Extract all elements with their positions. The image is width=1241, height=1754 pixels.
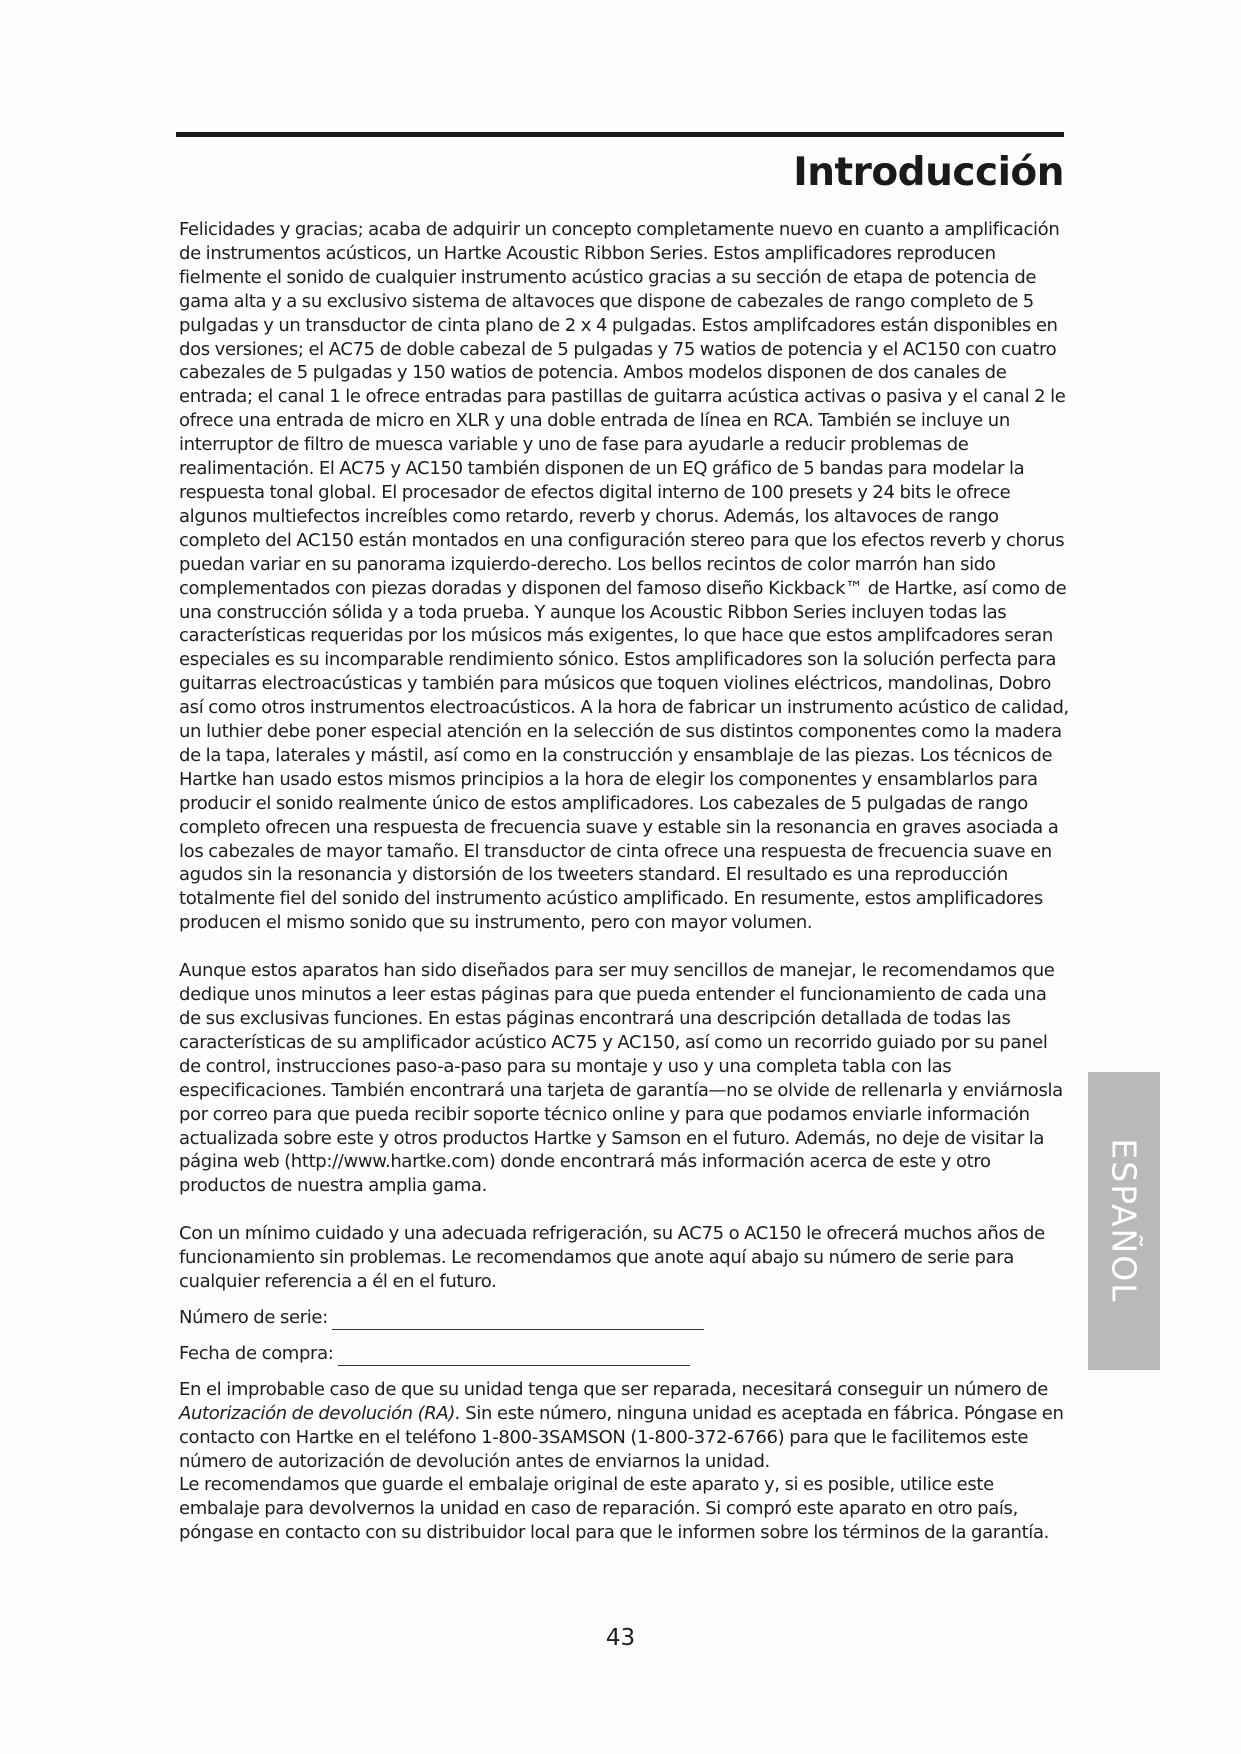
paragraph-repair (179, 1378, 1071, 1474)
purchase-date-field (179, 1342, 1071, 1366)
language-tab (1088, 1072, 1160, 1370)
repair-text-b: Sin este número, ninguna unidad es aceptada en fábrica. Póngase en contacto con Hartke en el teléfono 1-800-3SAMSON (1-800-372-6766) para que le facilitemos este número de autorización de devolución antes de enviarnos la unidad. (179, 1402, 1064, 1472)
paragraph-intro: Felicidades y gracias; acaba de adquirir un concepto completamente nuevo en cuanto a amplificación de instrumentos acústicos, un Hartke Acoustic Ribbon Series. Estos amplificadores reproducen fielmente el sonido de cualquier instrumento acústico gracias a su sección de etapa de potencia de gama alta y a su exclusivo sistema de altavoces que dispone de cabezales de rango completo de 5 pulgadas y un transductor de cinta plano de 2 x 4 pulgadas. Estos amplifcadores están disponibles en dos versiones; el AC75 de doble cabezal de 5 pulgadas y 75 watios de potencia y el AC150 con cuatro cabezales de 5 pulgadas y 150 watios de potencia. Ambos modelos disponen de dos canales de entrada; el canal 1 le ofrece entradas para pastillas de guitarra acústica activas o pasiva y el canal 2 le ofrece una entrada de micro en XLR y una doble entrada de línea en RCA. También se incluye un interruptor de filtro de muesca variable y uno de fase para ayudarle a reducir problemas de realimentación. El AC75 y AC150 también disponen de un EQ gráfico de 5 bandas para modelar la respuesta tonal global. El procesador de efectos digital interno de 100 presets y 24 bits le ofrece algunos multiefectos increíbles como retardo, reverb y chorus. Además, los altavoces de rango completo del AC150 están montados en una configuración stereo para que los efectos reverb y chorus puedan variar en su panorama izquierdo-derecho. Los bellos recintos de color marrón han sido complementados con piezas doradas y disponen del famoso diseño Kickback™ de Hartke, así como de una construcción sólida y a toda prueba. Y aunque los Acoustic Ribbon Series incluyen todas las características requeridas por los músicos más exigentes, lo que hace que estos amplifcadores seran especiales es su incomparable rendimiento sónico. Estos amplificadores son la solución perfecta para guitarras electroacústicas y también para músicos que toquen violines eléctricos, mandolinas, Dobro así como otros instrumentos electroacústicos. A la hora de fabricar un instrumento acústico de calidad, un luthier debe poner especial atención en la selección de sus distintos componentes como la madera de la tapa, laterales y mástil, así como en la construcción y ensamblaje de las piezas. Los técnicos de Hartke han usado estos mismos principios a la hora de elegir los componentes y ensamblarlos para producir el sonido realmente único de estos amplificadores. Los cabezales de 5 pulgadas de rango completo ofrecen una respuesta de frecuencia suave y estable sin la resonancia en graves asociada a los cabezales de mayor tamaño. El transductor de cinta ofrece una respuesta de frecuencia suave en agudos sin la resonancia y distorsión de los tweeters standard. El resultado es una reproducción totalmente fiel del sonido del instrumento acústico amplificado. En resumente, estos amplificadores producen el mismo sonido que su instrumento, pero con mayor volumen. (179, 219, 1069, 934)
paragraph-usage: Aunque estos aparatos han sido diseñados para ser muy sencillos de manejar, le recomendamos que dedique unos minutos a leer estas páginas para que pueda entender el funcionamiento de cada una de sus exclusivas funciones. En estas páginas encontrará una descripción detallada de todas las características de su amplificador acústico AC75 y AC150, así como un recorrido guiado por su panel de control, instrucciones paso-a-paso para su montaje y uso y una completa tabla con las especificaciones. También encontrará una tarjeta de garantía—no se olvide de rellenarla y enviárnosla por correo para que pueda recibir soporte técnico online y para que podamos enviarle información actualizada sobre este y otros productos Hartke y Samson en el futuro. Además, no deje de visitar la página web (http://www.hartke.com) donde encontrará más información acerca de este y otro productos de nuestra amplia gama. (179, 960, 1063, 1197)
page-number: 43 (605, 1625, 636, 1651)
repair-text-emphasis: Autorización de devolución (RA). (179, 1402, 461, 1424)
serial-number-label: Número de serie: (179, 1306, 328, 1328)
serial-number-field (179, 1306, 1071, 1330)
purchase-date-blank (338, 1347, 690, 1366)
page-title: Introducción (793, 150, 1064, 195)
serial-number-blank (332, 1311, 704, 1330)
purchase-date-label: Fecha de compra: (179, 1342, 334, 1364)
paragraph-packaging: Le recomendamos que guarde el embalaje original de este aparato y, si es posible, utilice este embalaje para devolvernos la unidad en caso de reparación. Si compró este aparato en otro país, póngase en contacto con su distribuidor local para que le informen sobre los términos de la garantía. (179, 1474, 1049, 1544)
language-tab-label: ESPAÑOL (1104, 1138, 1144, 1304)
body-text (179, 218, 1071, 1545)
paragraph-care: Con un mínimo cuidado y una adecuada refrigeración, su AC75 o AC150 le ofrecerá muchos años de funcionamiento sin problemas. Le recomendamos que anote aquí abajo su número de serie para cualquier referencia a él en el futuro. (179, 1223, 1045, 1293)
header-rule (176, 132, 1064, 137)
repair-text-a: En el improbable caso de que su unidad tenga que ser reparada, necesitará conseguir un número de (179, 1378, 1048, 1400)
